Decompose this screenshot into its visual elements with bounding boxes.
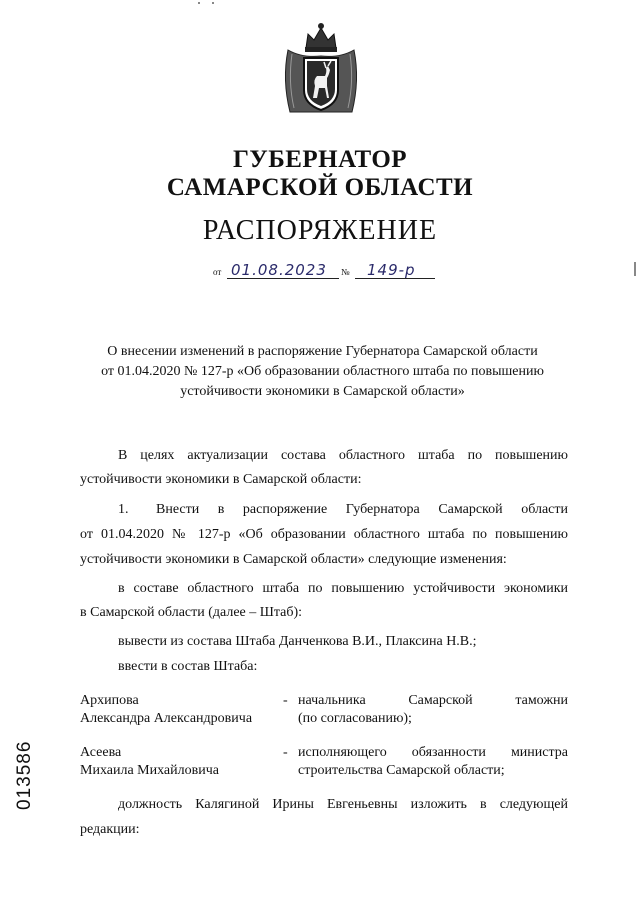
samara-coat-of-arms-emblem	[280, 20, 362, 120]
member-2-dash: -	[283, 745, 288, 760]
scan-edge-mark	[634, 262, 636, 276]
member-1-role-line-1: начальника Самарской таможни	[298, 693, 568, 708]
member-2-role-line-1: исполняющего обязанности министра	[298, 745, 568, 760]
date-prefix: от	[213, 267, 222, 277]
paragraph-1-line-2: устойчивости экономики в Самарской области:	[80, 472, 362, 487]
member-1-dash: -	[283, 693, 288, 708]
handwritten-date: 01.08.2023	[231, 261, 327, 279]
scan-speck	[198, 2, 200, 4]
scan-speck	[212, 2, 214, 4]
subject-line-2: от 01.04.2020 № 127-р «Об образовании областного штаба по повышению	[101, 364, 544, 379]
issuer-title-line1: ГУБЕРНАТОР	[232, 146, 408, 173]
paragraph-1-line-1: В целях актуализации состава областного штаба по повышению	[118, 448, 568, 463]
member-1-given-names: Александра Александровича	[80, 711, 253, 726]
handwritten-number: 149-р	[367, 261, 416, 279]
order-date-number-line	[213, 260, 443, 282]
item-1-number: 1.	[118, 502, 129, 517]
paragraph-2-line-1: Внести в распоряжение Губернатора Самарской области	[156, 502, 568, 517]
issuer-title-line2: САМАРСКОЙ ОБЛАСТИ	[166, 174, 474, 201]
document-type-title: РАСПОРЯЖЕНИЕ	[202, 215, 438, 246]
paragraph-4: вывести из состава Штаба Данченкова В.И., Плаксина Н.В.;	[118, 634, 477, 649]
paragraph-5: ввести в состав Штаба:	[118, 659, 258, 674]
member-2-surname: Асеева	[80, 745, 122, 760]
paragraph-2-line-3: устойчивости экономики в Самарской области» следующие изменения:	[80, 552, 507, 567]
number-prefix: №	[341, 267, 350, 277]
paragraph-6-line-1: должность Калягиной Ирины Евгеньевны изложить в следующей	[118, 797, 568, 812]
member-1-role-line-2: (по согласованию);	[298, 711, 412, 726]
subject-line-1: О внесении изменений в распоряжение Губернатора Самарской области	[107, 344, 538, 359]
serial-number-stamp: 013586	[14, 740, 35, 810]
subject-line-3: устойчивости экономики в Самарской области»	[180, 384, 465, 399]
paragraph-6-line-2: редакции:	[80, 822, 140, 837]
member-2-given-names: Михаила Михайловича	[80, 763, 219, 778]
paragraph-3-line-2: в Самарской области (далее – Штаб):	[80, 605, 303, 620]
paragraph-2-line-2: от 01.04.2020 № 127-р «Об образовании областного штаба по повышению	[80, 527, 568, 542]
paragraph-3-line-1: в составе областного штаба по повышению устойчивости экономики	[118, 581, 568, 596]
member-1-surname: Архипова	[80, 693, 139, 708]
member-2-role-line-2: строительства Самарской области;	[298, 763, 505, 778]
